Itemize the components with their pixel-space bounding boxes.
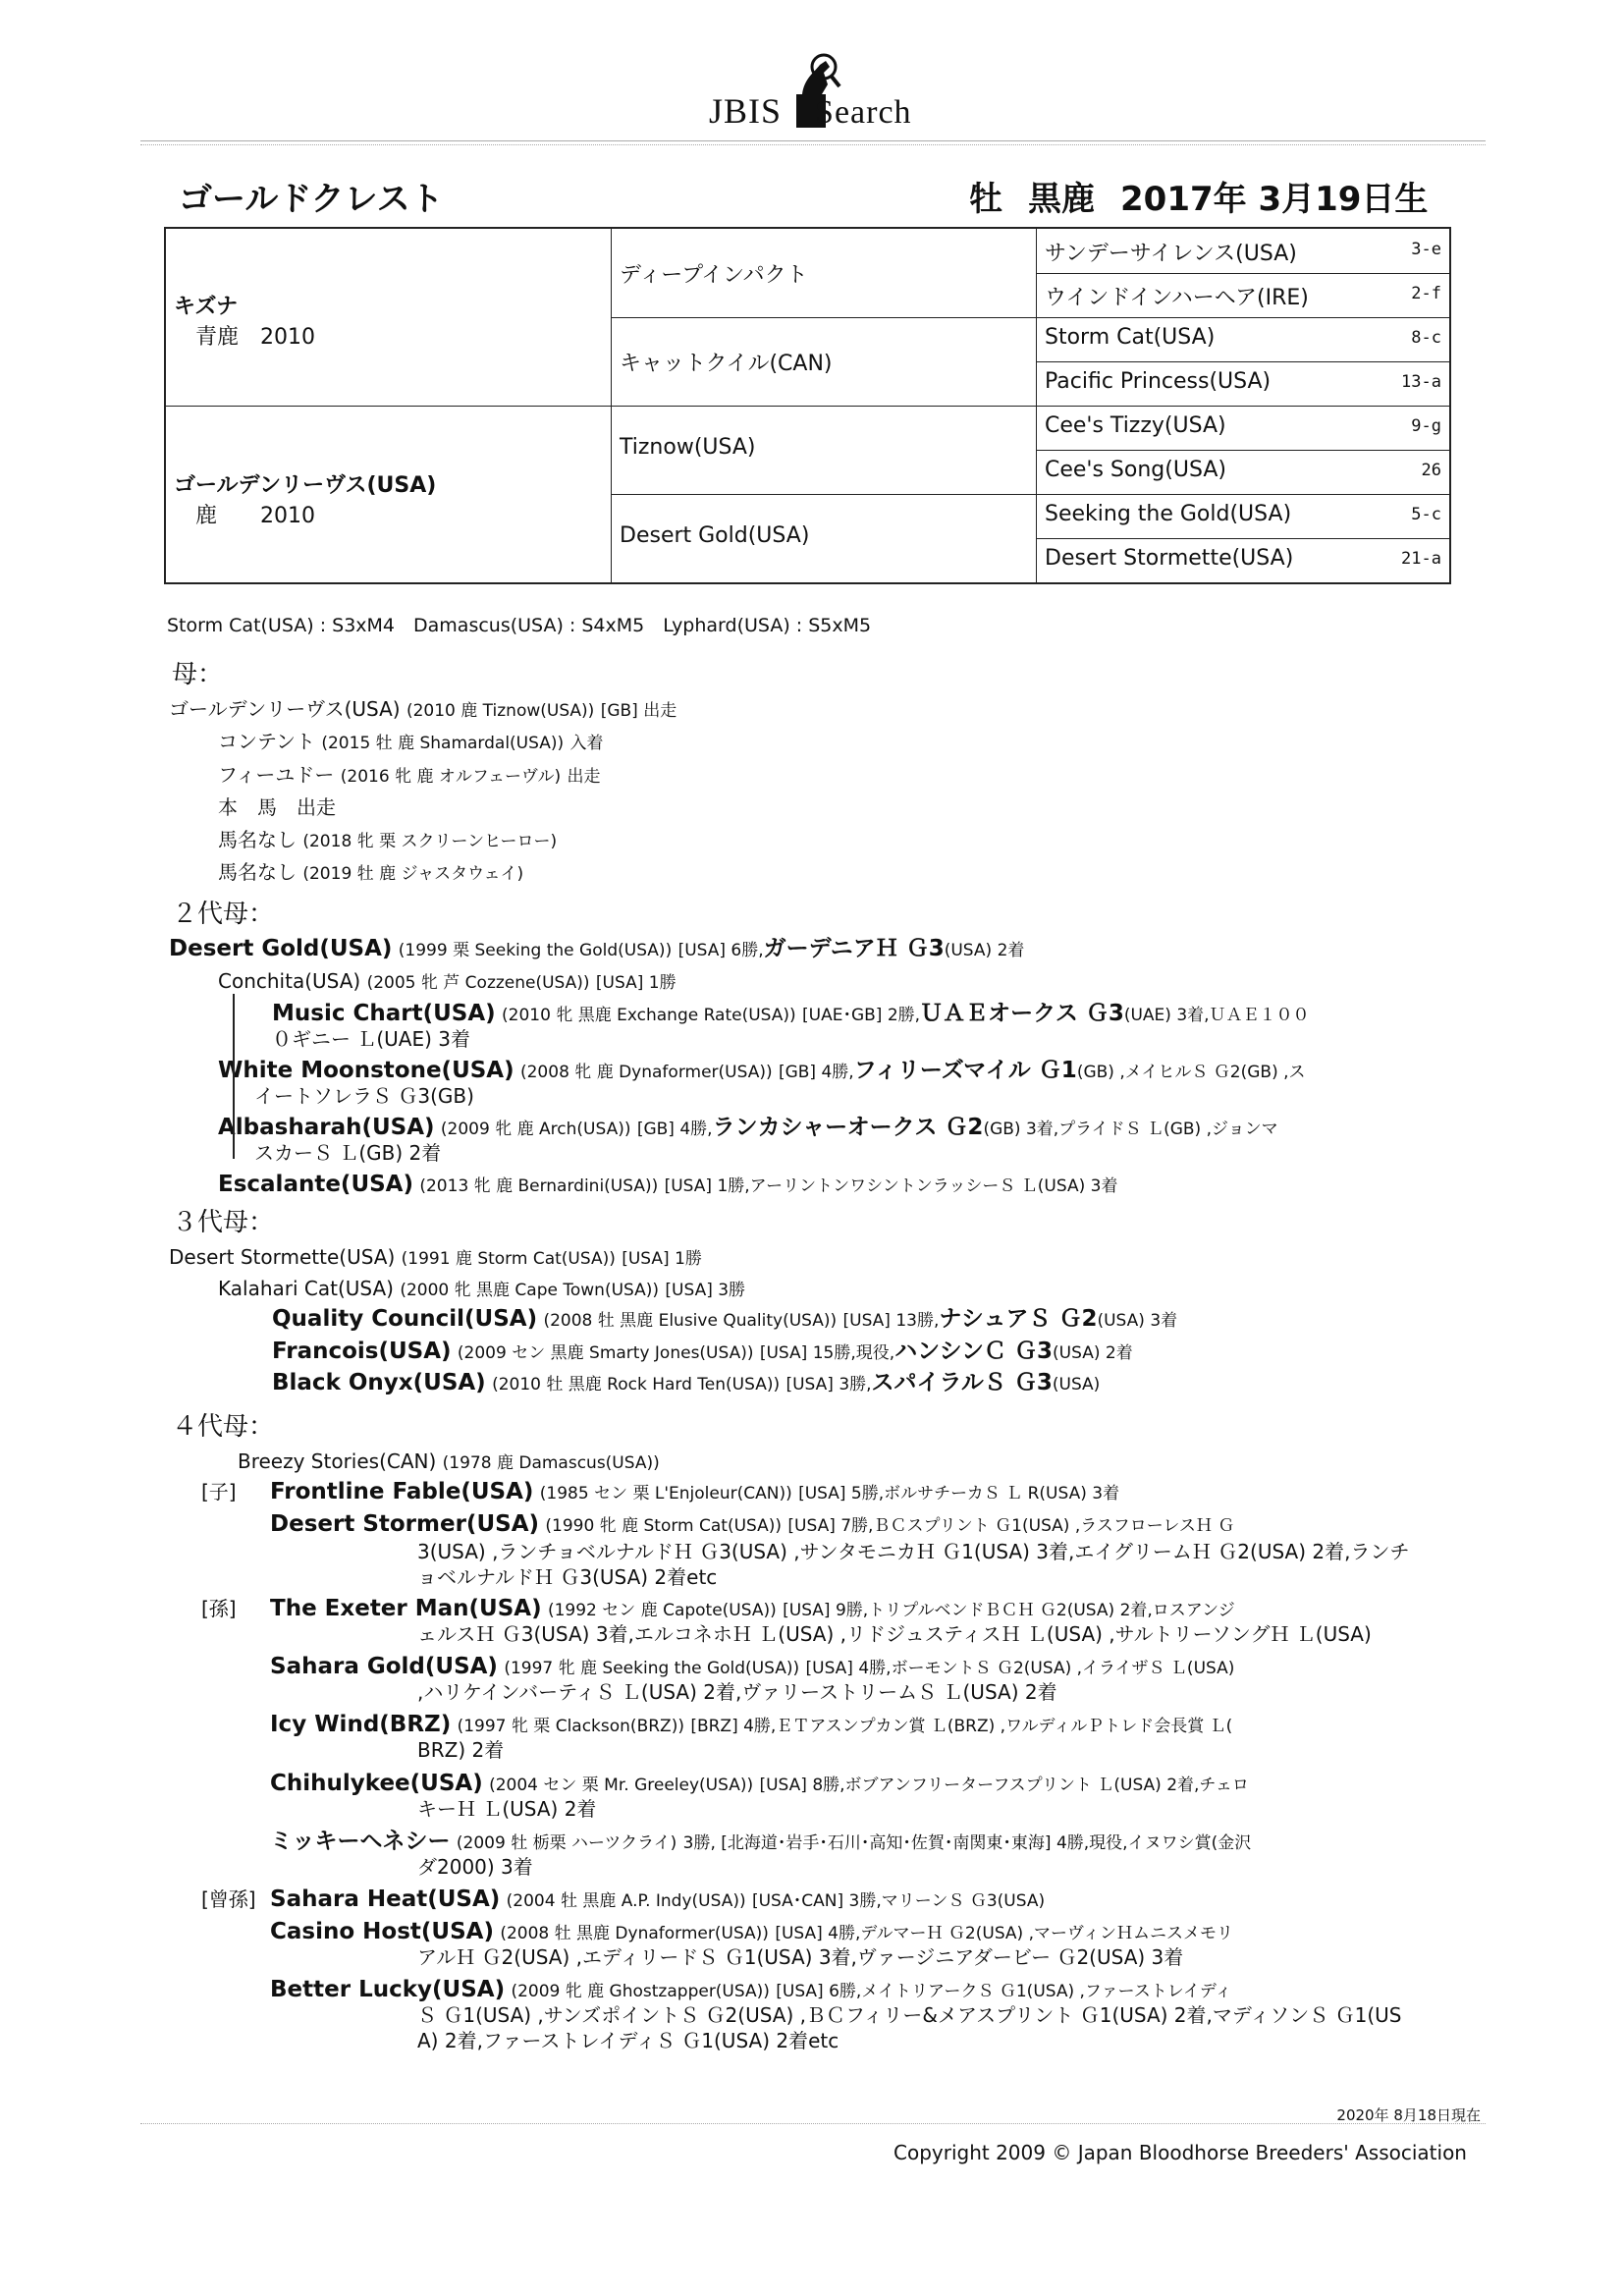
horse-text: Conchita(USA) (218, 969, 361, 993)
family-line (272, 1369, 1100, 1398)
horse-details: (2010 牡 黒鹿 Rock Hard Ten(USA)) (492, 1375, 781, 1394)
horse-text: コンテント (218, 730, 315, 753)
relation-tag: [子] (201, 1480, 237, 1503)
gen3-name: Storm Cat(USA) (1045, 325, 1216, 350)
horse-text: Ｓ Ｇ1(USA) ,サンズポイントＳ Ｇ2(USA) ,ＢＣフィリー&メアスプリント Ｇ1(USA) 2着,マディソンＳ Ｇ1(US (417, 2003, 1402, 2027)
horse-name-bold: Better Lucky(USA) (270, 1977, 506, 2002)
horse-text: 本 馬 出走 (218, 795, 336, 819)
horse-details: (2019 牡 鹿 ジャスタウェイ) (302, 864, 524, 884)
family-line (349, 2001, 1402, 2029)
family-line (349, 1943, 1183, 1971)
race-record: [USA] 6勝, (677, 941, 764, 960)
race-record: [GB] 出走 (600, 701, 677, 721)
section-gen4: ４代母： (172, 1412, 275, 1442)
family-number: 13-a (1401, 372, 1441, 392)
gen3-name: Pacific Princess(USA) (1045, 369, 1272, 394)
horse-text: キーＨ Ｌ(USA) 2着 (417, 1797, 597, 1821)
race-record: [USA] 4勝,ボーモントＳ Ｇ2(USA) ,イライザＳ Ｌ(USA) (805, 1659, 1235, 1678)
graded-race: ＵＡＥオークス Ｇ3 (920, 1001, 1124, 1026)
race-record-tail: (UAE) 3着,ＵＡＥ１００ (1123, 1006, 1310, 1025)
horse-name-bold: Albasharah(USA) (218, 1115, 435, 1140)
family-line (272, 1025, 470, 1053)
horse-text: BRZ) 2着 (417, 1738, 505, 1762)
family-line (218, 1275, 745, 1304)
race-record: [USA] 8勝,ボブアンフリーターフスプリント Ｌ(USA) 2着,チェロ (759, 1776, 1249, 1795)
horse-text: スカーＳ Ｌ(GB) 2着 (254, 1141, 442, 1165)
horse-details: (2009 セン 黒鹿 Smarty Jones(USA)) (457, 1343, 754, 1363)
horse-text: ゴールデンリーヴス(USA) (169, 697, 401, 721)
family-line (218, 826, 557, 855)
tree-line (233, 994, 235, 1159)
family-line (272, 1305, 1177, 1335)
relation-tag: [孫] (201, 1597, 237, 1620)
race-record: [USA･CAN] 3勝,マリーンＳ Ｇ3(USA) (751, 1891, 1046, 1911)
race-record: [USA] 6勝,メイトリアークＳ Ｇ1(USA) ,ファーストレイディ (776, 1982, 1232, 2001)
gen3-cell (1045, 502, 1449, 538)
family-line (218, 858, 523, 888)
horse-name-bold: Icy Wind(BRZ) (270, 1712, 452, 1737)
section-gen2: ２代母： (172, 900, 275, 929)
race-record: [USA] 3勝 (665, 1281, 746, 1300)
graded-race: フィリーズマイル Ｇ1 (853, 1058, 1077, 1083)
horse-details: (2018 牝 栗 スクリーンヒーロー) (302, 832, 558, 851)
horse-text: 馬名なし (218, 860, 297, 884)
family-line (169, 1448, 660, 1477)
horse-details: (1992 セン 鹿 Capote(USA)) (547, 1601, 777, 1620)
header-rule-2 (140, 144, 1486, 145)
gen3-cell (1045, 369, 1449, 406)
horse-text: Breezy Stories(CAN) (238, 1449, 437, 1473)
family-line (349, 2027, 839, 2054)
horse-details: (1991 鹿 Storm Cat(USA)) (401, 1249, 616, 1269)
gen2-2: Tiznow(USA) (620, 435, 756, 460)
graded-race: ナシュアＳ Ｇ2 (939, 1306, 1098, 1332)
family-line (349, 1736, 504, 1764)
family-line (349, 1678, 1057, 1706)
family-number: 5-c (1411, 505, 1441, 524)
inbreeding-line: Storm Cat(USA) : S3xM4 Damascus(USA) : S4xM5 Lyphard(USA) : S5xM5 (167, 615, 872, 636)
gen2-3: Desert Gold(USA) (620, 523, 810, 548)
family-line (218, 728, 603, 757)
horse-name-bold: Desert Gold(USA) (169, 936, 393, 961)
horse-details: (2013 牝 鹿 Bernardini(USA)) (419, 1176, 659, 1196)
sire-cell (174, 290, 315, 351)
horse-text: イートソレラＳ Ｇ3(GB) (254, 1084, 474, 1108)
horse-details: (2016 牝 鹿 オルフェーヴル) (340, 767, 562, 787)
gen3-name: ウインドインハーヘア(IRE) (1045, 286, 1309, 310)
family-line (349, 1563, 717, 1591)
horse-name-bold: Casino Host(USA) (270, 1919, 494, 1944)
family-line (201, 1886, 1045, 1915)
horse-name-bold: White Moonstone(USA) (218, 1058, 514, 1083)
race-record: [USA] 1勝 (595, 973, 677, 993)
horse-text: ェルスＨ Ｇ3(USA) 3着,エルコネホＨ Ｌ(USA) ,リドジュスティスＨ Ｌ(USA) ,サルトリーソングＨ Ｌ(USA) (417, 1622, 1372, 1646)
horse-name-bold: Black Onyx(USA) (272, 1370, 486, 1395)
pedigree-table (164, 227, 1451, 584)
horse-text: 3(USA) ,ランチョベルナルドＨ Ｇ3(USA) ,サンタモニカＨ Ｇ1(USA) 3着,エイグリームＨ Ｇ2(USA) 2着,ランチ (417, 1540, 1410, 1563)
family-line (349, 1853, 533, 1881)
sire-info: 青鹿 2010 (195, 325, 315, 350)
family-line (254, 1139, 441, 1167)
graded-race: ガーデニアＨ Ｇ3 (763, 936, 945, 961)
horse-details: (2009 牡 栃栗 ハーツクライ) (456, 1833, 677, 1853)
family-line (272, 1338, 1133, 1367)
family-number: 21-a (1401, 549, 1441, 569)
family-line (169, 935, 1024, 964)
race-record: [USA] 5勝,ボルサチーカＳ Ｌ R(USA) 3着 (798, 1484, 1120, 1503)
horse-text: ダ2000) 3着 (417, 1855, 533, 1879)
family-line (201, 1478, 1119, 1507)
horse-details: (1999 栗 Seeking the Gold(USA)) (398, 941, 673, 960)
horse-name-bold: Sahara Gold(USA) (270, 1654, 498, 1679)
race-record-tail: (GB) ,メイヒルＳ Ｇ2(GB) ,ス (1076, 1063, 1306, 1082)
race-record: [GB] 4勝, (636, 1120, 713, 1139)
graded-race: ハンシンＣ Ｇ3 (894, 1339, 1054, 1364)
horse-details: (2004 セン 栗 Mr. Greeley(USA)) (489, 1776, 754, 1795)
horse-details: (2004 牡 黒鹿 A.P. Indy(USA)) (506, 1891, 746, 1911)
family-number: 9-g (1411, 416, 1441, 436)
horse-name: ゴールドクレスト (179, 180, 444, 219)
section-dam: 母： (172, 660, 224, 689)
horse-details: (2009 牝 鹿 Arch(USA)) (440, 1120, 631, 1139)
family-number: 26 (1421, 461, 1441, 480)
gen3-name: サンデーサイレンス(USA) (1045, 242, 1297, 266)
horse-name-bold: Music Chart(USA) (272, 1001, 496, 1026)
race-record-tail: (USA) 2着 (944, 941, 1025, 960)
race-record: [USA] 3勝, (785, 1375, 872, 1394)
horse-details: (2008 牝 鹿 Dynaformer(USA)) (519, 1063, 773, 1082)
race-record: 3勝, [北海道･岩手･石川･高知･佐賀･南関東･東海] 4勝,現役,イヌワシ賞(金沢 (682, 1833, 1252, 1853)
family-line (218, 967, 677, 997)
gen3-name: Desert Stormette(USA) (1045, 546, 1294, 571)
race-record: [USA] 7勝,ＢＣスプリント Ｇ1(USA) ,ラスフローレスＨ Ｇ (787, 1516, 1235, 1536)
gen3-name: Seeking the Gold(USA) (1045, 502, 1292, 526)
family-line (169, 695, 677, 725)
horse-details: (2008 牡 黒鹿 Dynaformer(USA)) (500, 1924, 769, 1943)
horse-details: (1978 鹿 Damascus(USA)) (442, 1453, 660, 1473)
horse-details: (2010 牝 黒鹿 Exchange Rate(USA)) (502, 1006, 796, 1025)
horse-name-bold: Sahara Heat(USA) (270, 1886, 501, 1912)
race-record: [USA] 4勝,デルマーＨ Ｇ2(USA) ,マーヴィンＨムニスメモリ (775, 1924, 1233, 1943)
graded-race: スパイラルＳ Ｇ3 (871, 1370, 1053, 1395)
horse-details: (2015 牡 鹿 Shamardal(USA)) (321, 734, 565, 753)
horse-name-bold: Frontline Fable(USA) (270, 1479, 534, 1504)
horse-text: アルＨ Ｇ2(USA) ,エディリードＳ Ｇ1(USA) 3着,ヴァージニアダービー Ｇ2(USA) 3着 (417, 1945, 1184, 1969)
race-record-tail: (USA) 2着 (1053, 1343, 1133, 1363)
horse-details: (1985 セン 栗 L'Enjoleur(CAN)) (539, 1484, 792, 1503)
dam-cell (174, 468, 436, 529)
family-line (254, 1082, 474, 1110)
as-of-date: 2020年 8月18日現在 (1336, 2106, 1481, 2124)
gen2-1: キャットクイル(CAN) (620, 352, 833, 376)
gen3-name: Cee's Tizzy(USA) (1045, 413, 1226, 438)
race-record: [USA] 1勝 (622, 1249, 702, 1269)
horse-text: A) 2着,ファーストレイディＳ Ｇ1(USA) 2着etc (417, 2029, 839, 2052)
horse-profile (969, 172, 1428, 220)
gen3-cell (1045, 546, 1449, 582)
gen3-cell (1045, 281, 1449, 317)
dam-name: ゴールデンリーヴス(USA) (174, 473, 437, 498)
footer-rule (140, 2123, 1486, 2124)
gen3-cell (1045, 325, 1449, 361)
gen2-0: ディープインパクト (620, 263, 808, 288)
horse-text: ,ハリケインバーティＳ Ｌ(USA) 2着,ヴァリーストリームＳ Ｌ(USA) 2着 (417, 1680, 1057, 1704)
race-record-tail: (USA) (1052, 1375, 1101, 1394)
horse-name-bold: Quality Council(USA) (272, 1306, 538, 1332)
horse-name-bold: ミッキーヘネシー (270, 1829, 451, 1854)
horse-details: (1997 牝 鹿 Seeking the Gold(USA)) (504, 1659, 800, 1678)
gen3-cell (1045, 237, 1449, 273)
horse-name-bold: Desert Stormer(USA) (270, 1511, 540, 1537)
horse-details: (2010 鹿 Tiznow(USA)) (406, 701, 595, 721)
family-line (201, 1510, 1234, 1540)
race-record: [UAE･GB] 2勝, (802, 1006, 921, 1025)
horse-text: ョベルナルドＨ Ｇ3(USA) 2着etc (417, 1565, 718, 1589)
horse-details: (1990 牝 鹿 Storm Cat(USA)) (545, 1516, 783, 1536)
family-line (218, 793, 336, 821)
race-record-tail: (GB) 3着,プライドＳ Ｌ(GB) ,ジョンマ (983, 1120, 1278, 1139)
sire-name: キズナ (174, 295, 239, 319)
family-line (218, 761, 601, 791)
horse-text: Kalahari Cat(USA) (218, 1277, 394, 1300)
header-rule (140, 140, 1486, 141)
horse-details: (1997 牝 栗 Clackson(BRZ)) (457, 1717, 684, 1736)
horse-sex: 牡 (969, 180, 1002, 219)
family-number: 2-f (1411, 284, 1441, 303)
race-record: [BRZ] 4勝,ＥＴアスンプカン賞 Ｌ(BRZ) ,ワルディルＰトレド会長賞 Ｌ( (690, 1717, 1233, 1736)
family-line (349, 1620, 1372, 1648)
horse-details: (2005 牝 芦 Cozzene(USA)) (366, 973, 590, 993)
family-line (169, 1243, 702, 1273)
race-record: 入着 (569, 734, 604, 753)
race-record: [USA] 1勝,アーリントンワシントンラッシーＳ Ｌ(USA) 3着 (664, 1176, 1118, 1196)
race-record: 出走 (567, 767, 601, 787)
family-line (349, 1795, 596, 1823)
family-number: 3-e (1411, 240, 1441, 259)
jbis-search-logo: JBIS Search (709, 91, 912, 131)
copyright: Copyright 2009 © Japan Bloodhorse Breeders' Association (893, 2141, 1467, 2164)
horse-details: (2000 牝 黒鹿 Cape Town(USA)) (400, 1281, 660, 1300)
gen3-cell (1045, 413, 1449, 450)
horse-color: 黒鹿 (1028, 180, 1095, 219)
section-gen3: ３代母： (172, 1208, 275, 1237)
family-line (349, 1538, 1409, 1565)
race-record: [USA] 13勝, (842, 1311, 940, 1331)
gen3-name: Cee's Song(USA) (1045, 458, 1226, 482)
race-record: [USA] 9勝,トリプルベンドＢＣＨ Ｇ2(USA) 2着,ロスアンジ (783, 1601, 1235, 1620)
family-line (218, 1171, 1117, 1200)
race-record: [GB] 4勝, (778, 1063, 854, 1082)
race-record-tail: (USA) 3着 (1097, 1311, 1178, 1331)
graded-race: ランカシャーオークス Ｇ2 (712, 1115, 984, 1140)
horse-text: フィーユドー (218, 763, 335, 787)
family-number: 8-c (1411, 328, 1441, 348)
dam-info: 鹿 2010 (195, 504, 315, 528)
horse-name-bold: Escalante(USA) (218, 1172, 413, 1197)
horse-birth: 2017年 3月19日生 (1120, 180, 1429, 219)
gen3-cell (1045, 458, 1449, 494)
race-record: [USA] 15勝,現役, (759, 1343, 895, 1363)
horse-name-bold: Chihulykee(USA) (270, 1771, 483, 1796)
horse-text: ０ギニー Ｌ(UAE) 3着 (272, 1027, 471, 1051)
horse-name-bold: The Exeter Man(USA) (270, 1596, 542, 1621)
horse-text: Desert Stormette(USA) (169, 1245, 396, 1269)
horse-text: 馬名なし (218, 828, 297, 851)
horse-name-bold: Francois(USA) (272, 1339, 452, 1364)
relation-tag: [曾孫] (201, 1887, 256, 1911)
horse-details: (2008 牡 黒鹿 Elusive Quality(USA)) (543, 1311, 838, 1331)
horse-details: (2009 牝 鹿 Ghostzapper(USA)) (511, 1982, 770, 2001)
